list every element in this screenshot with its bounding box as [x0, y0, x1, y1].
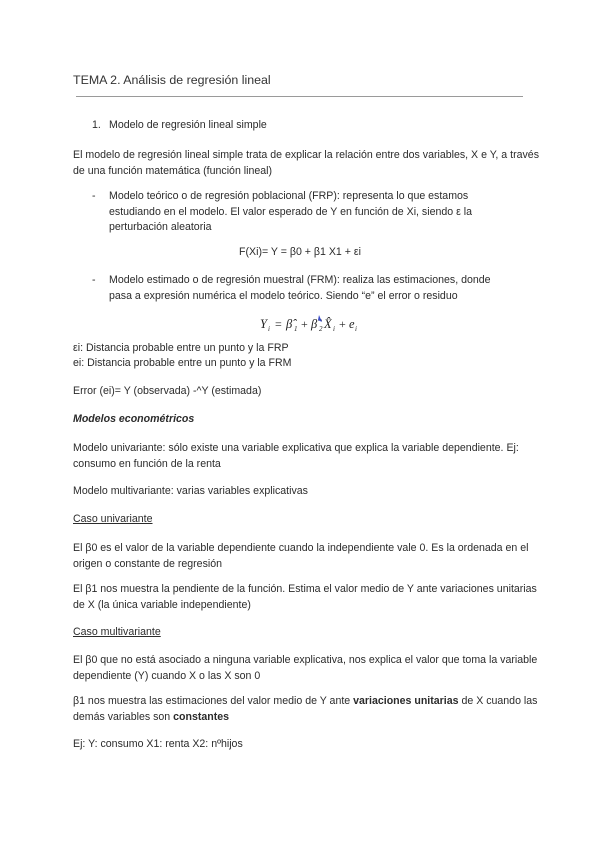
- frm-formula: [258, 313, 368, 335]
- bullet-dash: -: [92, 274, 96, 286]
- error-definition: Error (ei)= Y (observada) -^Y (estimada): [73, 385, 262, 397]
- univariate-definition: Modelo univariante: sólo existe una variable explicativa que explica la variable dependiente. Ej: consumo en función de la renta: [73, 442, 519, 470]
- beta1-text-b: de X cuando las demás variables son: [73, 695, 538, 723]
- section-heading: [92, 118, 267, 134]
- formula-sub-i3: i: [355, 325, 357, 333]
- formula-x: X̂: [324, 317, 332, 331]
- formula-beta1: β̂: [286, 317, 293, 331]
- beta1-bold-variations: variaciones unitarias: [353, 695, 459, 707]
- case-multivariate-beta0: El β0 que no está asociado a ninguna variable explicativa, nos explica el valor que toma la variable dependiente (Y) cuando X o las X son 0: [73, 654, 538, 682]
- case-univariate-beta1: El β1 nos muestra la pendiente de la función. Estima el valor medio de Y ante variaciones unitarias de X (la única variable independiente): [73, 583, 537, 611]
- section-number: 1.: [92, 119, 101, 131]
- formula-sub-i: i: [268, 325, 270, 333]
- case-univariate-heading: Caso univariante: [73, 513, 153, 525]
- definition-frp: εi: Distancia probable entre un punto y la FRP: [73, 342, 289, 354]
- formula-equals: =: [275, 317, 282, 331]
- cursor-mark-icon: [318, 315, 322, 322]
- formula-sub-2: 2: [319, 325, 323, 333]
- bullet-frp-text: Modelo teórico o de regresión poblacional (FRP): representa lo que estamos estudiando en el modelo. El valor esperado de Y en función de Xi, siendo ε la perturbación aleatoria: [109, 190, 473, 233]
- bullet-frp: [92, 189, 512, 236]
- case-multivariate-beta1: [73, 694, 543, 725]
- section-title: Modelo de regresión lineal simple: [109, 119, 267, 131]
- models-heading: Modelos econométricos: [73, 413, 195, 425]
- multivariate-definition: Modelo multivariante: varias variables explicativas: [73, 485, 308, 497]
- bullet-frm-text: Modelo estimado o de regresión muestral (FRM): realiza las estimaciones, donde pasa a expresión numérica el modelo teórico. Siendo “e” el error o residuo: [109, 274, 491, 302]
- formula-e: e: [349, 317, 355, 331]
- example-line: Ej: Y: consumo X1: renta X2: nºhijos: [73, 738, 243, 750]
- formula-y: Y: [260, 317, 267, 331]
- beta1-text-a: β1 nos muestra las estimaciones del valor medio de Y ante: [73, 695, 354, 707]
- case-multivariate-heading: Caso multivariante: [73, 626, 161, 638]
- case-univariate-beta0: El β0 es el valor de la variable dependiente cuando la independiente vale 0. Es la ordenada en el origen o constante de regresión: [73, 542, 529, 570]
- intro-paragraph: El modelo de regresión lineal simple trata de explicar la relación entre dos variables, X e Y, a través de una función matemática (función lineal): [73, 149, 539, 177]
- formula-sub-1: 1: [294, 325, 298, 333]
- formula-beta2: β̂: [311, 317, 318, 331]
- header-divider: [76, 96, 523, 97]
- definition-frm: ei: Distancia probable entre un punto y la FRM: [73, 357, 292, 369]
- formula-sub-i2: i: [333, 325, 335, 333]
- bullet-frm: [92, 273, 512, 304]
- page-title: TEMA 2. Análisis de regresión lineal: [73, 73, 271, 87]
- formula-plus: +: [301, 317, 308, 331]
- formula-plus2: +: [339, 317, 346, 331]
- beta1-bold-constants: constantes: [173, 710, 230, 723]
- frp-formula: F(Xi)= Y = β0 + β1 X1 + εi: [239, 246, 361, 258]
- bullet-dash: -: [92, 190, 96, 202]
